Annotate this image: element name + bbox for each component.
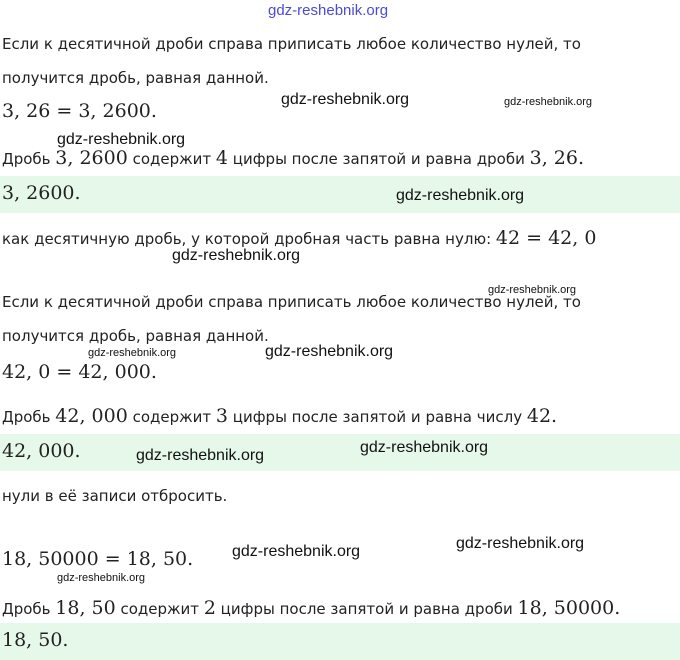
equation-3: 18, 50000 = 18, 50.	[2, 548, 194, 570]
answer-box-1	[0, 176, 680, 213]
watermark: gdz-reshebnik.org	[360, 439, 489, 456]
watermark: gdz-reshebnik.org	[136, 447, 265, 464]
statement-1-mid: содержит	[127, 150, 216, 168]
statement-3-count: 2	[203, 597, 216, 619]
statement-2-equal: 42.	[526, 405, 558, 427]
rule-text-2b: получится дробь, равная данной.	[2, 327, 269, 345]
equation-1: 3, 26 = 3, 2600.	[2, 100, 157, 122]
statement-2-mid2: цифры после запятой и равна числу	[228, 408, 527, 426]
rule-text-1b: получится дробь, равная данной.	[2, 69, 269, 87]
statement-3-number: 18, 50	[55, 597, 116, 619]
statement-3	[2, 597, 620, 619]
statement-1	[2, 147, 584, 169]
watermark: gdz-reshebnik.org	[172, 247, 301, 264]
statement-2-pre: Дробь	[2, 408, 56, 426]
answer-box-3	[0, 623, 680, 660]
statement-3-mid2: цифры после запятой и равна дроби	[215, 600, 518, 618]
watermark: gdz-reshebnik.org	[265, 343, 394, 360]
statement-1-count: 4	[215, 147, 228, 169]
watermark: gdz-reshebnik.org	[456, 535, 585, 552]
statement-3-equal: 18, 50000.	[517, 597, 621, 619]
statement-3-pre: Дробь	[2, 600, 56, 618]
answer-2: 42, 000.	[2, 440, 81, 462]
answer-3: 18, 50.	[2, 629, 69, 651]
watermark: gdz-reshebnik.org	[57, 572, 146, 584]
rule-text-1a: Если к десятичной дроби справа приписать любое количество нулей, то	[2, 35, 581, 53]
watermark-top: gdz-reshebnik.org	[268, 2, 389, 19]
statement-1-number: 3, 2600	[55, 147, 128, 169]
watermark: gdz-reshebnik.org	[232, 543, 361, 560]
statement-1-pre: Дробь	[2, 150, 56, 168]
rule-text-2a: Если к десятичной дроби справа приписать любое количество нулей, то	[2, 293, 581, 311]
intro-2-text: как десятичную дробь, у которой дробная часть равна нулю:	[2, 230, 496, 248]
intro-2-math: 42 = 42, 0	[495, 227, 597, 249]
statement-2-number: 42, 000	[55, 405, 128, 427]
watermark: gdz-reshebnik.org	[488, 284, 577, 296]
watermark: gdz-reshebnik.org	[396, 187, 525, 204]
statement-2-mid: содержит	[127, 408, 216, 426]
statement-2	[2, 405, 557, 427]
intro-2	[2, 227, 596, 249]
watermark: gdz-reshebnik.org	[88, 347, 177, 359]
statement-1-equal: 3, 26.	[529, 147, 584, 169]
answer-box-2	[0, 434, 680, 471]
statement-2-count: 3	[215, 405, 228, 427]
watermark: gdz-reshebnik.org	[504, 96, 593, 108]
rule-text-3: нули в её записи отбросить.	[2, 487, 228, 505]
equation-2: 42, 0 = 42, 000.	[2, 361, 157, 383]
watermark: gdz-reshebnik.org	[57, 131, 186, 148]
statement-3-mid: содержит	[115, 600, 204, 618]
watermark: gdz-reshebnik.org	[281, 91, 410, 108]
answer-1: 3, 2600.	[2, 182, 81, 204]
statement-1-mid2: цифры после запятой и равна дроби	[228, 150, 530, 168]
